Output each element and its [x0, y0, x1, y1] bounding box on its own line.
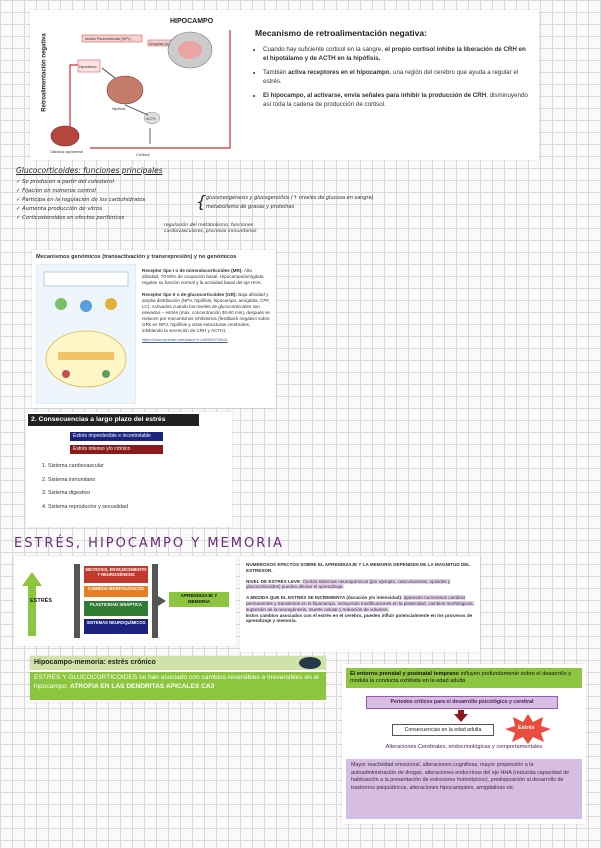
longterm-list: [32, 460, 128, 514]
prenatal-card: [342, 664, 586, 824]
feedback-text: [255, 28, 530, 115]
receptor-shape: [105, 298, 117, 310]
flow-box: NECROSIS, ENVEJECIMIENTO Y NEUROGÉNESIS: [84, 566, 148, 583]
pituitary-label: Hipófisis: [112, 107, 126, 111]
feedback-card: [30, 10, 539, 160]
chronic-card: [30, 656, 326, 702]
up-arrow: [22, 572, 42, 636]
flow-card: [14, 556, 236, 646]
bracket-left: [74, 564, 80, 638]
chronic-highlight: ATROFIA EN LAS DENDRITAS APICALES CA3: [69, 682, 215, 690]
cortisol-node-label: Cortisol: [136, 152, 150, 157]
axis-diagram-svg: [30, 10, 240, 160]
effects-p2: A MEDIDA QUE EL ESTRÉS SE INCREMENTA (duración y/o intensidad): aparecen numerosos cambios permanentes y transitorios en el hipocampo, incluyendo modificaciones en la plasticidad, cambios morfológicos, supresión de la neurogénesis, muerte celular y reducción de volumen.: [246, 595, 474, 612]
box-unpredictable: Estrés impredecible e incontrolable: [70, 432, 163, 441]
note-item: ✓ Aumenta producción de vitros: [16, 206, 103, 212]
notes-heading: Glucocorticoides: funciones principales: [16, 166, 163, 175]
brace-item: gluconeogénesis y glucogenólisis (↑ niveles de glucosa en sangre): [206, 195, 374, 201]
consequences-box: Consecuencias en la edad adulta: [392, 724, 494, 736]
side-note: regulación del metabolismo, funciones cardiovasculares, procesos inmunitarios: [164, 223, 257, 234]
receptor-shape: [80, 300, 92, 312]
protein-shape: [102, 370, 110, 378]
down-arrow-icon: [454, 710, 468, 722]
genomic-diagram-svg: [36, 264, 136, 404]
protein-shape: [62, 370, 70, 378]
pituitary-image: [107, 76, 143, 104]
longterm-item: 1. Sistema cardiovascular: [48, 460, 128, 474]
handwritten-notes: [16, 166, 436, 246]
type1-text: Alta afinidad, 70-80% de ocupación basal. Hipocampo/amígdala, regulan su función normal y la actividad basal del eje HHA.: [142, 268, 265, 285]
bottom-box: Mayor reactividad emocional, alteraciones cognitivas, mayor propensión a la autoadministración de drogas, alteraciones endocrinas del eje HHA (reducida capacidad de habituación a la presentación de estresores homotípicos), predisposición al desarrollo de trastornos psiquiátricos, alteraciones hipocampales, amigdalinas etc: [346, 759, 582, 819]
alterations-label: Alteraciones Cerebrales, endocrinológicas y comportamentales: [385, 744, 543, 750]
pituitary-arrow: [125, 105, 148, 115]
bracket-arrow: [158, 596, 166, 606]
longterm-item: 2. Sistema inmunitario: [48, 474, 128, 488]
npv-label: Núcleo Paraventricular (NPV): [85, 37, 131, 41]
hypo-arrow: [102, 68, 115, 78]
note-item: ✓ Fijación en numeros control: [16, 188, 96, 194]
periods-box: Periodos críticos para el desarrollo psicológico y cerebral: [366, 696, 558, 709]
hypothalamus-label: Hipotálamo: [79, 65, 97, 69]
prenatal-green: El entorno prenatal y postnatal temprano influyen profundamente sobre el desarrollo y modula la conducta exhibida en la edad adulta: [346, 668, 582, 688]
feedback-bullet: • También activa receptores en el hipocampo, una región del cerebro que ayuda a regular el estrés.: [263, 69, 530, 86]
receptor-shape: [55, 298, 67, 310]
effects-p3: Estos cambios asociados con el estrés en el cerebro, pueden influir potencialmente en los procesos de aprendizaje y memoria.: [246, 612, 473, 624]
brain-thumbnail-icon: [298, 656, 322, 670]
burst-label: Estrés: [518, 725, 535, 731]
note-item: ✓ Se producen a partir del colesterol: [16, 179, 114, 185]
side-label: Retroalimentación negativa: [41, 33, 48, 112]
genomic-text: [142, 268, 270, 343]
note-item: ✓ Corticosteroides en efectos periféricos: [16, 215, 125, 221]
type2-text: Baja afinidad y amplia distribución (NPV, hipófisis, hipocampo, amígdala, CPF, LC). Activados cuando los niveles de glucocorticoides son elevados – estrés (máx. concentración 30-60 min), después se reducen por mecanismos inhibitorios (feedback negativo sobre GRs en NPV, hipófisis y otras estructuras cerebrales, inhibiendo la secreción de CRH y ACTH).: [142, 292, 271, 333]
feedback-heading: Mecanismo de retroalimentación negativa:: [255, 28, 427, 38]
type1-title: Receptor tipo I o de mineralocorticoides (MR):: [142, 268, 243, 273]
chronic-text-box: [30, 672, 326, 700]
membrane: [44, 272, 128, 286]
adrenal-image: [51, 126, 79, 146]
feedback-diagram: [30, 10, 240, 160]
brace-list: [206, 194, 436, 212]
feedback-bullet: • El hipocampo, al activarse, envía señales para inhibir la producción de CRH, disminuyendo así toda la cadena de producción de cortisol.: [263, 92, 530, 109]
feedback-bullet: • Cuando hay suficiente cortisol en la sangre, el propio cortisol inhibe la liberación de CRH en el hipotálamo y de ACTH en la hipófisis.: [263, 46, 530, 63]
effects-text: [246, 562, 474, 624]
feedback-arrow-left: [70, 65, 78, 128]
adrenal-label: Glándula suprarrenal: [50, 150, 83, 154]
flow-right-label: APRENDIZAJE Y MEMORIA: [169, 592, 229, 607]
flow-box: SISTEMAS NEUROQUÍMICOS: [84, 619, 148, 634]
type2-title: Receptor tipo II o de glucocorticoides (GR):: [142, 292, 237, 297]
flow-left-label: ESTRÉS: [30, 598, 53, 604]
box-intense: Estrés intenso y/o crónico: [70, 445, 163, 454]
effects-title: NUMEROSOS EFECTOS SOBRE EL APRENDIZAJE Y LA MEMORIA DEPENDEN DE LA MAGNITUD DEL ESTRESOR.: [246, 562, 471, 573]
hippocampus-region: [178, 41, 202, 59]
longterm-title: 2. Consecuencias a largo plazo del estrés: [28, 414, 199, 426]
bracket-right: [152, 564, 158, 638]
note-item: ✓ Participa en la regulación de los carbohidratos: [16, 197, 146, 203]
feedback-bullets: [255, 46, 530, 109]
brace-item: metabolismo de grasas y proteínas: [206, 204, 295, 210]
diagram-title: HIPOCAMPO: [170, 18, 214, 25]
effects-card: [240, 556, 480, 652]
section-heading: ESTRÉS, HIPOCAMPO Y MEMORIA: [14, 536, 284, 551]
flow-box: CAMBIOS MORFOLÓGICOS: [84, 586, 148, 597]
youtube-link[interactable]: https://www.youtube.com/watch?v=nWWhYFhEo4I: [142, 338, 228, 342]
acth-label: ACTH: [146, 117, 156, 121]
brace-mark: {: [196, 192, 207, 211]
genomic-title: Mecanismos genómicos (transactivación y transrepresión) y no genómicos: [36, 254, 237, 260]
amygdala-label: Amígdala (A): [149, 42, 170, 46]
effects-p1: NIVEL DE ESTRÉS LEVE: Ciertos sistemas neuroquímicos (por ejemplo, catecolaminas, opioides y glucocorticoides) pueden afectar el aprendizaje.: [246, 578, 451, 590]
chronic-text: ESTRÉS Y GLUCOCORTICOIDES se han asociado con cambios reversibles e irreversibles en el hipocampo:: [34, 674, 319, 690]
flow-box: PLASTICIDAD SINÁPTICA: [84, 601, 148, 616]
longterm-card: [26, 412, 232, 527]
longterm-item: 3. Sistema digestivo: [48, 487, 128, 501]
longterm-item: 4. Sistema reproductor y sexualidad: [48, 501, 128, 515]
dna-strip: [58, 352, 114, 360]
genomic-card: [32, 250, 276, 408]
chronic-title: Hipocampo-memoria: estrés crónico: [30, 656, 326, 670]
